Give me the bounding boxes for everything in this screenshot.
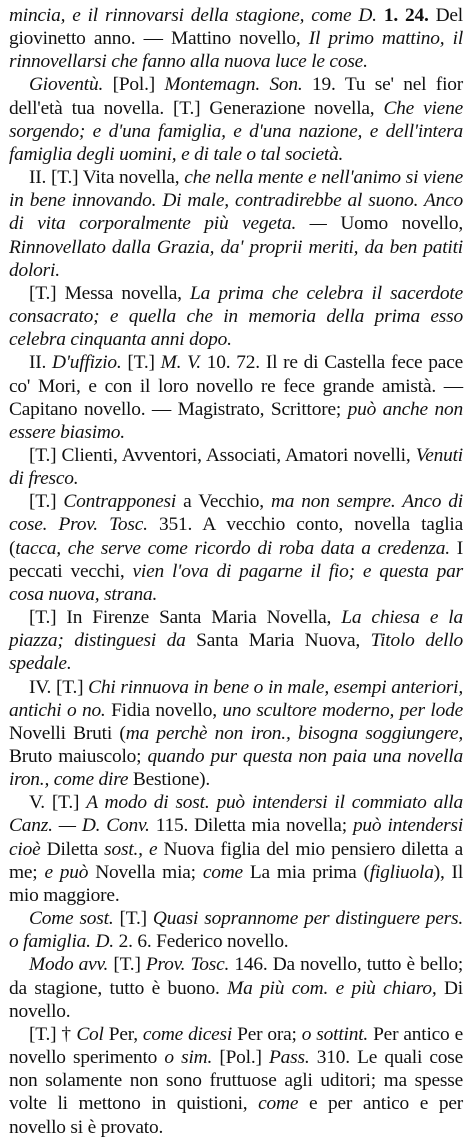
text-run: [T.] xyxy=(29,491,64,513)
text-run: Di novello. xyxy=(9,977,463,1022)
italic-text: come dicesi xyxy=(142,1023,238,1045)
italic-text: Quasi soprannome per distinguere pers. o famiglia. D. xyxy=(9,908,463,953)
text-run: [T.] xyxy=(127,352,161,374)
text-run: Novelli Bruti ( xyxy=(9,722,126,744)
italic-text: Gioventù. xyxy=(29,74,113,96)
italic-text: mincia, e il rinnovarsi della stagione, come xyxy=(9,5,359,26)
italic-text: D'uffizio. xyxy=(52,352,128,374)
text-run: Uomo novello, xyxy=(340,213,464,235)
text-run: 115. Diletta mia novella; xyxy=(155,815,353,837)
italic-text: Modo avv. xyxy=(29,954,114,976)
italic-text: La chiesa e la piazza; distinguesi da xyxy=(9,607,463,652)
entry-paragraph xyxy=(9,351,463,444)
italic-text: Venuti di fresco. xyxy=(9,444,463,490)
text-run: [Pol.] xyxy=(112,74,165,96)
text-run: a Vecchio, xyxy=(183,491,271,513)
text-run: Per ora; xyxy=(237,1023,302,1045)
entry-paragraph xyxy=(9,490,463,606)
entry-text-block xyxy=(9,4,463,1139)
text-run: [T.] Clienti, Avventori, Associati, Amatori novelli, xyxy=(29,444,416,466)
text-run: [T.] xyxy=(119,908,153,930)
entry-paragraph xyxy=(9,791,463,907)
italic-text: Che viene sorgendo; e d'una famiglia, e d'una nazione, e dell'intera famiglia degli uomini, e di tale o tal società. xyxy=(9,97,463,165)
text-run: Diletta xyxy=(46,838,105,860)
text-run: [T.] Messa novella, xyxy=(29,282,191,304)
text-run: La mia prima ( xyxy=(249,861,370,883)
italic-text: o sim. xyxy=(164,1047,220,1069)
italic-text: tacca, che serve come ricordo di roba data a credenza. xyxy=(15,537,457,559)
italic-text: quando pur questa non paia una novella iron., come dire xyxy=(9,746,463,791)
text-run: I peccati vecchi, xyxy=(9,537,463,582)
entry-paragraph xyxy=(9,282,463,351)
text-run: II. [T.] Vita novella, xyxy=(29,167,185,189)
text-run: Per, xyxy=(108,1023,143,1045)
text-run: [Pol.] xyxy=(219,1047,269,1069)
italic-text: ma perchè non iron., bisogna soggiungere, xyxy=(125,722,463,744)
text-run: [T.] In Firenze Santa Maria Novella, xyxy=(29,607,342,629)
text-run: Santa Maria Nuova, xyxy=(196,630,371,652)
entry-paragraph xyxy=(9,1023,463,1139)
entry-paragraph xyxy=(9,73,463,166)
italic-text: o sottint. xyxy=(301,1023,374,1045)
italic-text: Titolo dello spedale. xyxy=(9,630,463,675)
text-run: Bruto maiuscolo; xyxy=(9,746,148,767)
italic-text: Come sost. xyxy=(29,908,120,930)
italic-text: come xyxy=(202,861,250,883)
text-run: IV. [T.] xyxy=(29,676,89,698)
entry-paragraph xyxy=(9,907,463,953)
text-run: 146. Da novello, tutto è bello; da stagione, tutto è buono. xyxy=(9,954,464,999)
italic-text: La prima che celebra il sacerdote consacrato; e quella che in memoria della prima esso celebra cinquanta anni dopo. xyxy=(9,282,463,351)
text-run: Bestione). xyxy=(132,769,211,791)
italic-text: uno scultore moderno, per lode xyxy=(222,699,463,721)
text-run: [T.] † xyxy=(29,1023,77,1045)
text-run: Per antico e novello sperimento xyxy=(9,1023,463,1069)
text-run: Del giovinetto anno. — Mattino novello, xyxy=(9,5,463,50)
entry-paragraph xyxy=(9,953,463,1022)
text-run: V. [T.] xyxy=(29,792,87,814)
text-run: 2. 6. Federico novello. xyxy=(118,931,289,953)
text-run: ), Il mio maggiore. xyxy=(9,861,464,906)
italic-text: Col xyxy=(76,1023,109,1045)
italic-text: può anche non essere biasimo. xyxy=(9,398,463,443)
text-run: 10. 72. Il re di Castella fece pace co' Mori, e con il loro novello re fece grande amistà. — Capitano novello. — Magistrato, Scrittore; xyxy=(9,352,464,420)
bold-text: 1. 24. xyxy=(383,5,436,26)
italic-text: sost., e xyxy=(104,838,164,860)
italic-text: Il primo mattino, il rinnovellarsi che fanno alla nuova luce le cose. xyxy=(9,28,464,73)
text-run: II. xyxy=(29,352,53,374)
entry-paragraph xyxy=(9,444,463,490)
italic-text: Montemagn. Son. xyxy=(164,74,313,96)
italic-text: D. xyxy=(358,5,384,26)
italic-text: Contrapponesi xyxy=(63,491,184,513)
entry-paragraph xyxy=(9,4,463,73)
italic-text: Pass. xyxy=(269,1047,317,1069)
italic-text: come xyxy=(258,1093,309,1115)
entry-paragraph xyxy=(9,606,463,675)
text-run: [T.] xyxy=(113,954,146,976)
text-run: Novella mia; xyxy=(95,861,203,883)
entry-paragraph xyxy=(9,676,463,792)
italic-text: può intendersi cioè xyxy=(9,815,464,860)
italic-text: che nella mente e nell'animo si viene in bene innovando. Di male, contradirebbe al suono. Anco di vita corporalmente più vegeta. — xyxy=(9,167,463,235)
text-run: 19. xyxy=(312,74,345,96)
italic-text: Chi rinnuova in bene o in male, esempi anteriori, antichi o no. xyxy=(9,676,463,721)
italic-text: Prov. Tosc. xyxy=(145,954,235,976)
italic-text: e può xyxy=(44,861,96,883)
text-run: e per antico e per novello si è provato. xyxy=(9,1093,463,1138)
text-run: Tu se' nel fior dell'età tua novella. [T.] Generazione novella, xyxy=(9,74,464,119)
italic-text: A modo di sost. può intendersi il commiato alla Canz. — D. Conv. xyxy=(9,792,463,837)
text-run: Nuova figlia del mio pensiero diletta a me; xyxy=(9,838,464,883)
italic-text: vien l'ova di pagarne il fio; e questa par cosa nuova, strana. xyxy=(9,560,463,605)
italic-text: ma non sempre. Anco di cose. Prov. Tosc. xyxy=(9,491,463,536)
text-run: 351. A vecchio conto, novella taglia ( xyxy=(9,514,463,559)
italic-text: M. V. xyxy=(160,352,207,374)
italic-text: Ma più com. e più chiaro, xyxy=(227,977,444,999)
text-run: Fidia novello, xyxy=(111,699,223,721)
text-run: 310. Le quali cose non solamente non sono fruttuose agli uditori; ma spesse volte li mettono in quistioni, xyxy=(9,1047,464,1115)
entry-paragraph xyxy=(9,166,463,282)
italic-text: Rinnovellato dalla Grazia, da' proprii meriti, da ben patiti dolori. xyxy=(9,236,463,281)
italic-text: figliuola xyxy=(369,861,434,883)
